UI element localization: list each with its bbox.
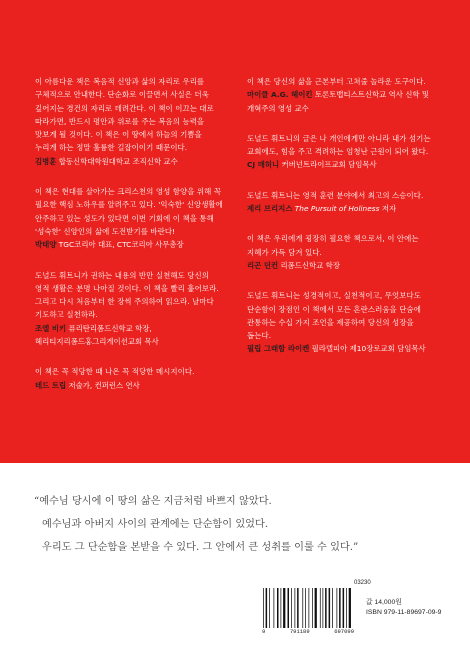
- endorsement-text: 이 책은 당신의 삶을 근본부터 고쳐줄 놀라운 도구이다.: [247, 77, 426, 86]
- endorsement: [35, 75, 224, 168]
- barcode-bar: [346, 588, 347, 628]
- endorsement-text: 이 책은 꼭 적당한 때 나온 꼭 적당한 메시지이다.: [35, 367, 195, 377]
- endorser-name: 마이클 A.G. 헤이킨: [247, 90, 313, 100]
- barcode-bar: [320, 588, 321, 628]
- barcode-bar: [263, 588, 264, 628]
- book-title: The Pursuit of Holiness: [294, 204, 380, 214]
- endorser: [35, 155, 224, 168]
- endorser-name: 김병훈: [35, 156, 57, 166]
- right-endorsement-column: [247, 75, 436, 373]
- barcode-bar: [337, 588, 338, 628]
- barcode-bar: [349, 588, 351, 628]
- barcode-digit-group: 697099: [334, 628, 354, 635]
- endorser-title: 저술가, 컨퍼런스 연사: [68, 380, 140, 390]
- endorsement: [35, 365, 224, 392]
- barcode-bar: [283, 588, 285, 628]
- quote-line: “예수님 당시에 이 땅의 삶은 지금처럼 바쁘지 않았다.: [34, 496, 272, 507]
- endorser-title: 합동신학대학원대학교 조직신학 교수: [58, 156, 178, 166]
- endorser-title: 퓨리탄리폼드신학교 학장, 헤리티지리폼드홍그리게이션교회 목사: [35, 323, 159, 347]
- barcode-bar: [315, 588, 317, 628]
- endorser-title: 필라델피아 제10장로교회 담임목사: [311, 344, 426, 354]
- barcode-bar: [339, 588, 341, 628]
- endorser: [247, 88, 436, 115]
- price-code: 03230: [354, 580, 371, 586]
- endorsement: [247, 132, 436, 172]
- endorsement-text: 도널드 휘트니는 영적 훈련 분야에서 최고의 스승이다.: [247, 190, 424, 200]
- endorser-name: 박태양: [35, 240, 57, 250]
- barcode-digit-group: 9: [262, 628, 266, 635]
- isbn-label: ISBN 979-11-89697-09-9: [366, 609, 442, 616]
- quote-line: 예수님과 아버지 사이의 관계에는 단순함이 있었다.: [42, 519, 269, 530]
- barcode-digit-group: 791189: [289, 628, 310, 635]
- barcode-block: [262, 580, 452, 642]
- endorsement: [247, 75, 436, 115]
- endorsement-text: 이 아름다운 책은 복음적 신앙과 삶의 자리로 우리를 구체적으로 안내한다. 단순화로 이끌면서 사실은 더욱 깊어지는 경건의 자리로 데려간다. 이 책이 이끄는 대로 따라가면, 반드시 평안과 위로를 주는 복음의 능력을 맛보게 될 것이다. 이 책은 이 땅에서 하늘의 기쁨을 누리게 하는 정말 훌륭한 길잡이이기 때문이다.: [35, 77, 214, 153]
- isbn-barcode: [262, 588, 354, 628]
- endorser-name: CJ 매허니: [247, 160, 280, 170]
- endorsement-text: 이 책은 현대를 살아가는 크리스천의 영성 함양을 위해 꼭 필요한 핵심 노하우를 알려주고 있다. '익숙한' 신앙생활에 안주하고 있는 성도가 있다면 이번 기회에 이 책을 통해 '성숙한' 신앙인의 삶에 도전받기를 바란다!: [35, 187, 223, 236]
- quote-line: 우리도 그 단순함을 본받을 수 있다. 그 안에서 큰 성취를 이룰 수 있다.”: [42, 542, 359, 553]
- endorser-title: 커버넌트라이프교회 담임목사: [281, 160, 377, 170]
- endorser: [35, 379, 224, 392]
- barcode-bar: [277, 588, 279, 628]
- barcode-bar: [323, 588, 324, 628]
- endorser: [247, 342, 436, 355]
- endorser-title: 리폼드신학교 학장: [280, 260, 340, 270]
- endorsement: [35, 185, 224, 251]
- barcode-bar: [281, 588, 282, 628]
- endorser-name: 테드 트립: [35, 380, 67, 390]
- endorsement-text: 도널드 휘트니의 글은 나 개인에게만 아니라 내가 섬기는 교회에도, 힘을 주고 격려하는 엄청난 근원이 되어 왔다.: [247, 133, 431, 157]
- barcode-bar: [297, 588, 299, 628]
- endorsement: [35, 269, 224, 349]
- barcode-bar: [295, 588, 296, 628]
- barcode-bar: [266, 588, 268, 628]
- barcode-bar: [312, 588, 313, 628]
- barcode-bar: [269, 588, 270, 628]
- barcode-bar: [305, 588, 306, 628]
- endorsement: [247, 189, 436, 216]
- barcode-bar: [325, 588, 327, 628]
- endorser-name: 필립 그래함 라이켄: [247, 344, 310, 354]
- endorser: [247, 259, 436, 272]
- barcode-bar: [291, 588, 292, 628]
- endorser-name: 리곤 던컨: [247, 260, 279, 270]
- endorser-name: 제리 브리지스: [247, 204, 293, 214]
- barcode-bar: [332, 588, 333, 628]
- barcode-bar: [288, 588, 290, 628]
- endorser-title: TGC코리아 대표, CTC코리아 사무총장: [58, 240, 184, 250]
- endorsement-text: 도널드 휘트니가 권하는 내용의 반만 실천해도 당신의 영적 생활은 분명 나아질 것이다. 이 책을 빨리 훑어보라. 그리고 다시 처음부터 한 장씩 주의하여 읽으라. 날마다 기도하고 실천하라.: [35, 270, 219, 320]
- endorsement: [247, 289, 436, 355]
- endorser-title: 저자: [381, 204, 397, 214]
- featured-quote: [34, 490, 444, 559]
- endorsement-text: 도널드 휘트니는 성경적이고, 실천적이고, 무엇보다도 단순함이 장점인 이 책에서 모든 혼란스러움을 단숨에 관통하는 수십 가지 조언을 제공하여 당신의 성장을 돕는다.: [247, 291, 421, 341]
- barcode-bar: [343, 588, 345, 628]
- barcode-bar: [329, 588, 331, 628]
- endorser-name: 조엘 비키: [35, 323, 67, 333]
- barcode-bar: [302, 588, 303, 628]
- barcode-bar: [274, 588, 275, 628]
- endorser: [35, 322, 224, 349]
- left-endorsement-column: [35, 75, 224, 409]
- endorser-title: 토론토뱁티스트신학교 역사 신학 및 개혁주의 영성 교수: [247, 90, 430, 113]
- endorser: [247, 158, 436, 171]
- price-label: 값 14,000원: [366, 599, 402, 606]
- barcode-digits: [262, 628, 354, 635]
- barcode-bar: [309, 588, 310, 628]
- endorser: [247, 202, 436, 215]
- endorsement: [247, 232, 436, 272]
- endorser: [35, 238, 224, 251]
- endorsement-text: 이 책은 우리에게 굉장히 필요한 책으로서, 이 안에는 지혜가 가득 담겨 있다.: [247, 234, 419, 257]
